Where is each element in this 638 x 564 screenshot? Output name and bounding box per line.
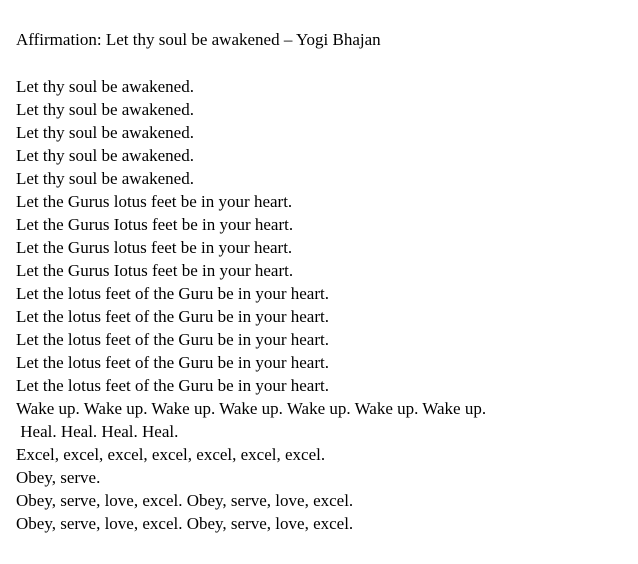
text-line: Let thy soul be awakened.: [16, 100, 194, 119]
document-title: Affirmation: Let thy soul be awakened – Yogi Bhajan: [16, 30, 381, 49]
text-line: Excel, excel, excel, excel, excel, excel, excel.: [16, 445, 326, 464]
text-line: Heal. Heal. Heal. Heal.: [16, 422, 179, 441]
text-line: Let the lotus feet of the Guru be in your heart.: [16, 284, 329, 303]
text-line: Let thy soul be awakened.: [16, 123, 194, 142]
text-line: Let the Gurus lotus feet be in your heart.: [16, 192, 293, 211]
text-line: Let the lotus feet of the Guru be in your heart.: [16, 330, 329, 349]
text-line: Obey, serve, love, excel. Obey, serve, love, excel.: [16, 491, 354, 510]
text-line: Obey, serve.: [16, 468, 101, 487]
text-line: Let the lotus feet of the Guru be in your heart.: [16, 353, 329, 372]
text-line: Obey, serve, love, excel. Obey, serve, love, excel.: [16, 514, 354, 533]
affirmation-lines: [16, 75, 486, 535]
text-line: Let thy soul be awakened.: [16, 146, 194, 165]
text-line: Let thy soul be awakened.: [16, 77, 194, 96]
text-line: Let the lotus feet of the Guru be in your heart.: [16, 376, 329, 395]
text-line: Let thy soul be awakened.: [16, 169, 194, 188]
text-line: Let the Gurus lotus feet be in your heart.: [16, 238, 293, 257]
text-line: Let the Gurus Iotus feet be in your heart.: [16, 215, 294, 234]
text-line: Let the Gurus Iotus feet be in your heart.: [16, 261, 294, 280]
text-line: Wake up. Wake up. Wake up. Wake up. Wake up. Wake up. Wake up.: [16, 399, 487, 418]
text-line: Let the lotus feet of the Guru be in your heart.: [16, 307, 329, 326]
